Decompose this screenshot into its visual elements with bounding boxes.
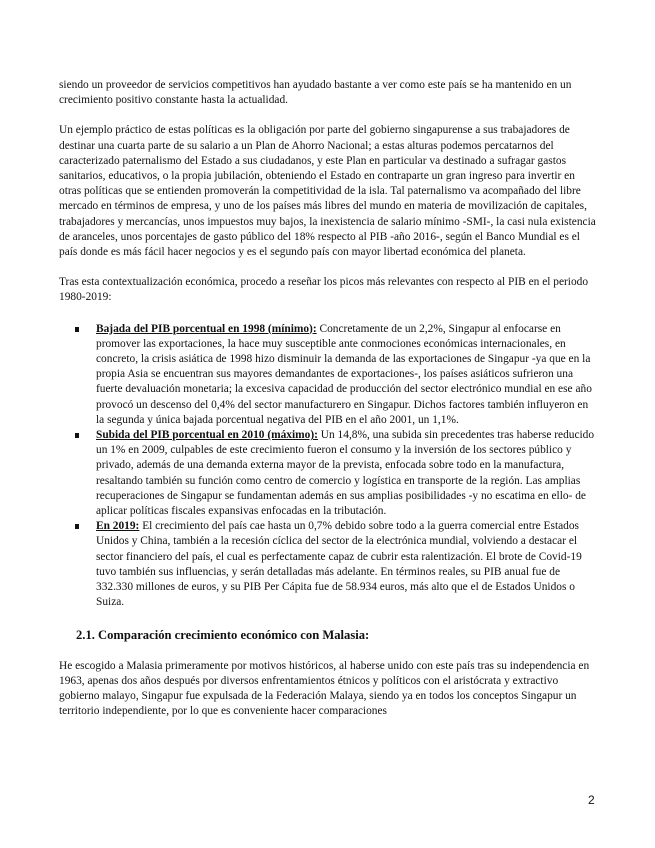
paragraph-contextualizacion: Tras esta contextualización económica, procedo a reseñar los picos más relevantes con respecto al PIB en el periodo 1980-2019: — [59, 276, 589, 304]
square-bullet-icon — [75, 433, 79, 438]
square-bullet-icon — [75, 524, 79, 529]
list-item-text: Un 14,8%, una subida sin precedentes tras haberse reducido un 1% en 2009, culpables de este crecimiento fueron el consumo y la inversión de los sectores público y privado, además de una demanda externa mayor de la prevista, enfocada sobre todo en la manufactura, resaltando también su función como centro de comercio y logística en transporte de la región. Las amplias recuperaciones de Singapur se fundamentan además en sus amplias posibilidades -y no escatima en ello- de aplicar políticas fiscales expansivas enfocadas en la tributación. — [96, 429, 595, 518]
paragraph-plan-ahorro: Un ejemplo práctico de estas políticas es la obligación por parte del gobierno singapurense a sus trabajadores de destinar una cuarta parte de su salario a un Plan de Ahorro Nacional; a estas alturas podemos percatarnos del caracterizado paternalismo del Estado a sus ciudadanos, y este Plan en particular va destinado a sufragar gastos sanitarios, educativos, o la propia jubilación, obteniendo el Estado en contraparte un gran ingreso para invertir en otras políticas que se entienden promoverán la competitividad de la isla. Tal paternalismo va acompañado del libre mercado en términos de empresa, y uno de los países más libres del mundo en materia de movilización de capitales, trabajadores y mercancías, unos impuestos muy bajos, la inexistencia de salario mínimo -SMI-, la casi nula existencia de aranceles, unos porcentajes de gasto público del 18% respecto al PIB -año 2016-, según el Banco Mundial es el país donde es más fácil hacer negocios y es el segundo país con mayor libertad económica del planeta. — [59, 124, 596, 259]
pib-peaks-list — [59, 322, 599, 611]
section-heading: 2.1. Comparación crecimiento económico con Malasia: — [76, 627, 370, 642]
list-item-title: En 2019: — [96, 520, 140, 533]
list-item-text: El crecimiento del país cae hasta un 0,7% debido sobre todo a la guerra comercial entre Estados Unidos y China, también a la recesión cíclica del sector de la electrónica mundial, volviendo a destacar el sector financiero del país, el cual es perfectamente capaz de cubrir esta ralentización. El brote de Covid-19 tuvo también sus influencias, y serán detalladas más adelante. En términos reales, su PIB anual fue de 332.330 millones de euros, y su PIB Per Cápita fue de 58.934 euros, más alto que el de Estados Unidos o Suiza. — [96, 520, 582, 609]
list-item-text: Concretamente de un 2,2%, Singapur al enfocarse en promover las exportaciones, la hace muy susceptible ante conmociones económicas internacionales, en concreto, la crisis asiática de 1998 hizo disminuir la demanda de las exportaciones de Singapur -ya que en la propia Asia se encuentran sus mayores demandantes de exportaciones-, los países asiáticos sufrieron una fuerte devaluación monetaria; la excesiva capacidad de producción del sector electrónico mundial en ese año provocó un descenso del 0,4% del sector manufacturero en Singapur. Dichos factores también influyeron en la segunda y única bajada porcentual negativa del PIB en el año 2001, un 1,1%. — [96, 322, 592, 426]
page-body — [59, 78, 599, 719]
page-number: 2 — [588, 793, 595, 807]
list-item-2010 — [59, 428, 599, 519]
list-item-2019 — [59, 519, 599, 610]
paragraph-intro: siendo un proveedor de servicios competitivos han ayudado bastante a ver como este país se ha mantenido en un crecimiento positivo constante hasta la actualidad. — [59, 79, 572, 107]
list-item-title: Bajada del PIB porcentual en 1998 (mínimo): — [96, 322, 317, 335]
square-bullet-icon — [75, 327, 79, 332]
paragraph-malasia: He escogido a Malasia primeramente por motivos históricos, al haberse unido con este país tras su independencia en 1963, apenas dos años después por diversos enfrentamientos étnicos y políticos con el aristócrata y extractivo gobierno malayo, Singapur fue expulsada de la Federación Malaya, siendo ya en todos los conceptos Singapur un territorio independiente, por lo que es conveniente hacer comparaciones — [59, 659, 590, 718]
list-item-title: Subida del PIB porcentual en 2010 (máximo): — [96, 429, 318, 442]
list-item-1998 — [59, 322, 599, 428]
